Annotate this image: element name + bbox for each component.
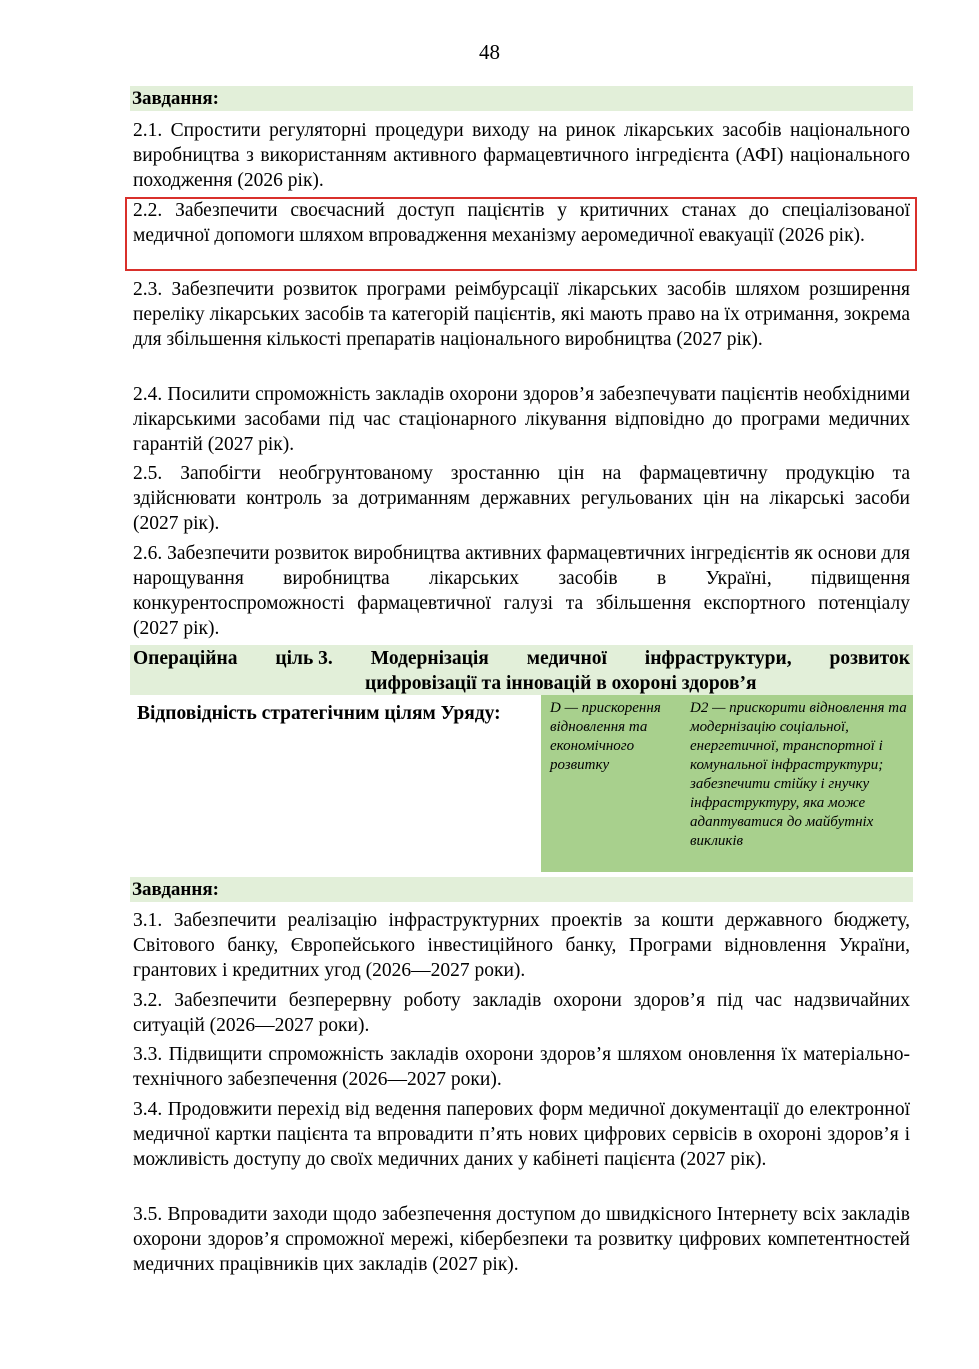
operational-goal-word: розвиток xyxy=(829,648,910,669)
operational-goal-number: ціль 3. xyxy=(275,648,333,669)
task-2-5: 2.5. Запобігти необгрунтованому зростанню цін на фармацевтичну продукцію та здійснювати контроль за дотриманням державних регульованих цін на лікарські засоби (2027 рік). xyxy=(133,463,910,534)
highlight-box xyxy=(125,197,917,271)
tasks-heading: Завдання: xyxy=(130,86,913,111)
task-2-3: 2.3. Забезпечити розвиток програми реімбурсації лікарських засобів шляхом розширення переліку лікарських засобів та категорій пацієнтів, які мають право на їх отримання, зокрема для збільшення кількості препаратів національного виробництва (2027 рік). xyxy=(133,279,910,350)
task-2-1: 2.1. Спростити регуляторні процедури виходу на ринок лікарських засобів національного виробництва з використанням активного фармацевтичного інгредієнта (АФІ) національного походження (2026 рік). xyxy=(133,120,910,191)
task-2-2: 2.2. Забезпечити своєчасний доступ пацієнтів у критичних станах до спеціалізованої медичної допомоги шляхом впровадження механізму аеромедичної евакуації (2026 рік). xyxy=(133,200,910,246)
task-2-4: 2.4. Посилити спроможність закладів охорони здоров’я забезпечувати пацієнтів необхідними лікарськими засобами під час стаціонарного лікування відповідно до програми медичних гарантій (2027 рік). xyxy=(133,384,910,455)
goal-d2: D2 — прискорити відновлення та модернізацію соціальної, енергетичної, транспортної і комунальної інфраструктури; забезпечити стійку і гнучку інфраструктуру, яка може адаптуватися до майбутніх викликів xyxy=(690,700,907,849)
operational-goal-line-1 xyxy=(133,646,910,671)
operational-goal-label: Операційна xyxy=(133,648,238,669)
task-3-3: 3.3. Підвищити спроможність закладів охорони здоров’я шляхом оновлення їх матеріально-технічного забезпечення (2026—2027 роки). xyxy=(133,1044,910,1090)
task-3-1: 3.1. Забезпечити реалізацію інфраструктурних проектів за кошти державного бюджету, Світового банку, Європейського інвестиційного банку, Програми відновлення України, грантових і кредитних угод (2026—2027 роки). xyxy=(133,910,910,981)
task-3-5: 3.5. Впровадити заходи щодо забезпечення доступом до швидкісного Інтернету всіх закладів охорони здоров’я спроможної мережі, кібербезпеки та розвитку цифрових компетентностей медичних працівників цих закладів (2027 рік). xyxy=(133,1204,910,1275)
goal-d: D — прискорення відновлення та економічного розвитку xyxy=(550,700,661,773)
page-number: 48 xyxy=(479,40,500,64)
alignment-label: Відповідність стратегічним цілям Уряду: xyxy=(137,703,501,724)
strategic-goals-cell xyxy=(541,695,913,872)
task-3-2: 3.2. Забезпечити безперервну роботу закладів охорони здоров’я під час надзвичайних ситуацій (2026—2027 роки). xyxy=(133,990,910,1036)
operational-goal-line-2: цифровізації та інновацій в охороні здоров’я xyxy=(365,673,757,694)
tasks-heading: Завдання: xyxy=(130,877,913,902)
operational-goal-heading xyxy=(130,645,913,695)
operational-goal-word: медичної xyxy=(526,648,607,669)
task-3-4: 3.4. Продовжити перехід від ведення паперових форм медичної документації до електронної медичної картки пацієнта та впровадити п’ять нових цифрових сервісів в охороні здоров’я і можливість доступу до своїх медичних даних у кабінеті пацієнта (2027 рік). xyxy=(133,1099,910,1170)
operational-goal-word: інфраструктури, xyxy=(644,648,792,669)
task-2-6: 2.6. Забезпечити розвиток виробництва активних фармацевтичних інгредієнтів як основи для нарощування виробництва лікарських засобів в Україні, підвищення конкурентоспроможності фармацевтичної галузі та збільшення експортного потенціалу (2027 рік). xyxy=(133,543,910,639)
operational-goal-word: Модернізація xyxy=(370,648,489,669)
